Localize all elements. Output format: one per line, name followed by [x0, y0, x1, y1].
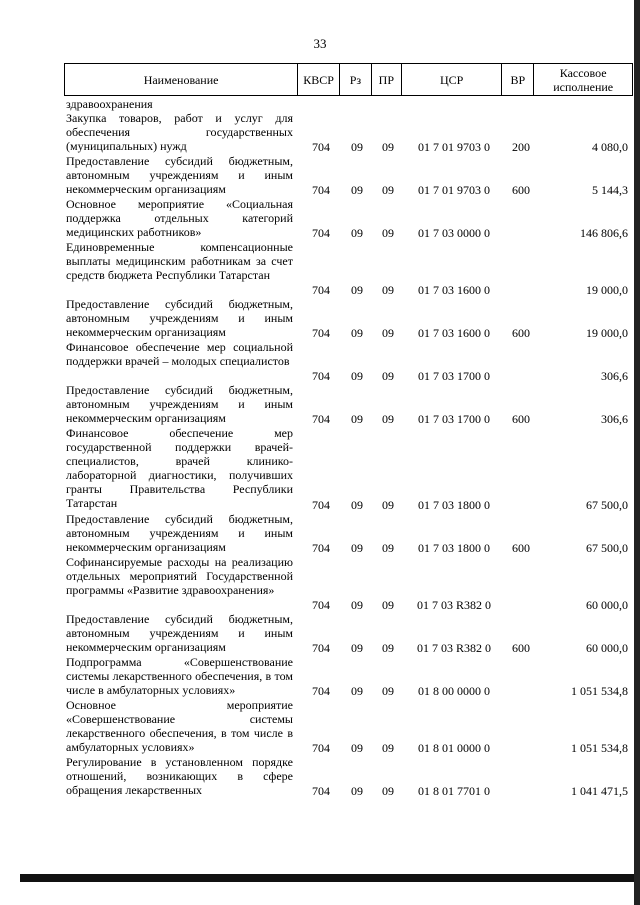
row-rz: 09	[351, 541, 363, 555]
row-kvsr: 704	[312, 598, 330, 612]
row-name: Предоставление субсидий бюджетным, автономным учреждениям и иным некоммерческим организациям	[66, 297, 293, 339]
table-row	[0, 426, 640, 512]
row-rz: 09	[351, 498, 363, 512]
row-csr: 01 7 03 R382 0	[416, 641, 491, 655]
scan-border-right	[634, 0, 640, 905]
table-header	[64, 63, 633, 96]
column-header-rz: Рз	[340, 64, 372, 95]
table-row	[0, 340, 640, 383]
row-csr: 01 7 03 1600 0	[418, 283, 490, 297]
row-pr: 09	[382, 226, 394, 240]
column-header-name: Наименование	[65, 64, 298, 95]
row-amount: 60 000,0	[586, 598, 628, 612]
row-amount: 306,6	[601, 412, 628, 426]
row-name: Предоставление субсидий бюджетным, автономным учреждениям и иным некоммерческим организациям	[66, 383, 293, 425]
row-vr: 600	[512, 183, 530, 197]
row-name: Предоставление субсидий бюджетным, автономным учреждениям и иным некоммерческим организациям	[66, 512, 293, 554]
row-vr: 600	[512, 412, 530, 426]
row-amount: 146 806,6	[580, 226, 628, 240]
table-row	[0, 555, 640, 612]
column-header-amount: Кассовое исполнение	[553, 65, 614, 94]
row-rz: 09	[351, 784, 363, 798]
column-header-vr: ВР	[502, 64, 534, 95]
table-row	[0, 512, 640, 555]
row-amount: 60 000,0	[586, 641, 628, 655]
row-amount: 67 500,0	[586, 498, 628, 512]
column-header-pr: ПР	[372, 64, 402, 95]
row-pr: 09	[382, 498, 394, 512]
row-name: Предоставление субсидий бюджетным, автономным учреждениям и иным некоммерческим организациям	[66, 612, 293, 654]
row-name: Основное мероприятие «Совершенствование системы лекарственного обеспечения, в том числе в амбулаторных условиях»	[66, 698, 293, 754]
row-csr: 01 8 01 7701 0	[418, 784, 490, 798]
row-kvsr: 704	[312, 326, 330, 340]
row-csr: 01 7 03 1700 0	[418, 412, 490, 426]
row-amount: 1 051 534,8	[571, 741, 628, 755]
row-csr: 01 7 03 1600 0	[418, 326, 490, 340]
row-pr: 09	[382, 641, 394, 655]
page-number: 33	[313, 36, 327, 51]
table-row	[0, 197, 640, 240]
table-row	[0, 698, 640, 755]
row-rz: 09	[351, 326, 363, 340]
row-vr: 600	[512, 641, 530, 655]
row-name: Основное мероприятие «Социальная поддержка отдельных категорий медицинских работников»	[66, 197, 293, 239]
scan-border-bottom	[20, 874, 640, 882]
row-amount: 1 051 534,8	[571, 684, 628, 698]
row-rz: 09	[351, 283, 363, 297]
row-name: Закупка товаров, работ и услуг для обеспечения государственных (муниципальных) нужд	[66, 111, 293, 153]
row-kvsr: 704	[312, 140, 330, 154]
row-rz: 09	[351, 684, 363, 698]
row-kvsr: 704	[312, 684, 330, 698]
row-pr: 09	[382, 741, 394, 755]
row-pr: 09	[382, 369, 394, 383]
row-kvsr: 704	[312, 226, 330, 240]
row-kvsr: 704	[312, 369, 330, 383]
row-vr: 600	[512, 541, 530, 555]
row-name: Единовременные компенсационные выплаты медицинским работникам за счет средств бюджета Республики Татарстан	[66, 240, 293, 282]
row-csr: 01 7 03 0000 0	[418, 226, 490, 240]
table-row	[0, 154, 640, 197]
row-vr: 200	[512, 140, 530, 154]
row-kvsr: 704	[312, 784, 330, 798]
row-csr: 01 8 00 0000 0	[418, 684, 490, 698]
row-kvsr: 704	[312, 498, 330, 512]
row-pr: 09	[382, 326, 394, 340]
row-name: Софинансируемые расходы на реализацию отдельных мероприятий Государственной программы «Развитие здравоохранения»	[66, 555, 293, 597]
row-csr: 01 8 01 0000 0	[418, 741, 490, 755]
table-row	[0, 655, 640, 698]
row-name: Предоставление субсидий бюджетным, автономным учреждениям и иным некоммерческим организациям	[66, 154, 293, 196]
row-pr: 09	[382, 183, 394, 197]
table-row	[0, 111, 640, 154]
table-row	[0, 612, 640, 655]
table-row	[0, 97, 640, 111]
table-body	[0, 97, 640, 798]
row-vr: 600	[512, 326, 530, 340]
row-amount: 5 144,3	[592, 183, 628, 197]
row-name: Подпрограмма «Совершенствование системы лекарственного обеспечения, в том числе в амбулаторных условиях»	[66, 655, 293, 697]
row-pr: 09	[382, 598, 394, 612]
row-csr: 01 7 03 1800 0	[418, 541, 490, 555]
row-pr: 09	[382, 541, 394, 555]
row-csr: 01 7 03 1700 0	[418, 369, 490, 383]
row-amount: 67 500,0	[586, 541, 628, 555]
row-kvsr: 704	[312, 741, 330, 755]
row-rz: 09	[351, 412, 363, 426]
row-rz: 09	[351, 598, 363, 612]
table-row	[0, 240, 640, 297]
table-row	[0, 383, 640, 426]
row-name: Финансовое обеспечение мер государственной поддержки врачей-специалистов, врачей клинико-лабораторной диагностики, получивших гранты Правительства Республики Татарстан	[66, 426, 293, 510]
row-name: Финансовое обеспечение мер социальной поддержки врачей – молодых специалистов	[66, 340, 293, 368]
row-rz: 09	[351, 183, 363, 197]
column-header-csr: ЦСР	[402, 64, 503, 95]
row-pr: 09	[382, 140, 394, 154]
column-header-kvsr: КВСР	[298, 64, 340, 95]
row-rz: 09	[351, 369, 363, 383]
row-csr: 01 7 03 1800 0	[418, 498, 490, 512]
row-amount: 19 000,0	[586, 326, 628, 340]
row-pr: 09	[382, 283, 394, 297]
row-csr: 01 7 03 R382 0	[416, 598, 491, 612]
row-csr: 01 7 01 9703 0	[418, 140, 490, 154]
row-rz: 09	[351, 641, 363, 655]
row-amount: 4 080,0	[592, 140, 628, 154]
row-pr: 09	[382, 784, 394, 798]
row-kvsr: 704	[312, 412, 330, 426]
row-rz: 09	[351, 226, 363, 240]
table-row	[0, 297, 640, 340]
row-rz: 09	[351, 741, 363, 755]
table-row	[0, 755, 640, 798]
row-rz: 09	[351, 140, 363, 154]
row-pr: 09	[382, 684, 394, 698]
row-amount: 19 000,0	[586, 283, 628, 297]
row-amount: 1 041 471,5	[571, 784, 628, 798]
row-kvsr: 704	[312, 641, 330, 655]
row-kvsr: 704	[312, 541, 330, 555]
row-csr: 01 7 01 9703 0	[418, 183, 490, 197]
row-pr: 09	[382, 412, 394, 426]
row-amount: 306,6	[601, 369, 628, 383]
row-name: Регулирование в установленном порядке отношений, возникающих в сфере обращения лекарственных	[66, 755, 293, 797]
row-kvsr: 704	[312, 183, 330, 197]
row-kvsr: 704	[312, 283, 330, 297]
row-name: здравоохранения	[66, 97, 153, 111]
